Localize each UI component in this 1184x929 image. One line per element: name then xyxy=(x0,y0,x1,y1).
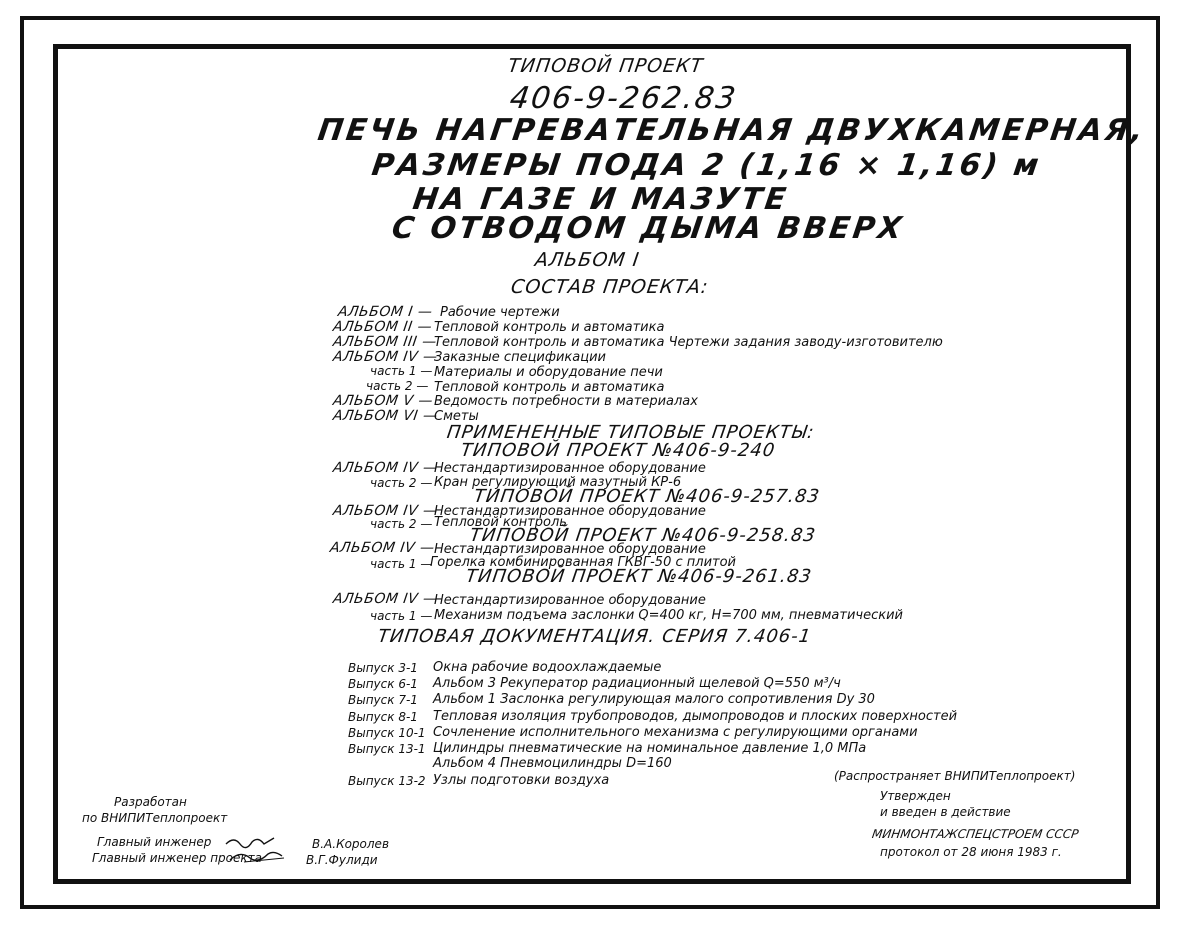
series-issue-text: Окна рабочие водоохлаждаемые xyxy=(433,660,662,675)
composition-heading: СОСТАВ ПРОЕКТА: xyxy=(509,276,710,298)
applied-project-2-title: ТИПОВОЙ ПРОЕКТ №406-9-257.83 xyxy=(472,486,822,507)
composition-label: АЛЬБОМ V — xyxy=(331,393,435,409)
applied-project-3-part-text: Горелка комбинированная ГКВГ-50 с плитой xyxy=(430,555,736,570)
series-issue-label: Выпуск 8-1 xyxy=(348,710,418,724)
series-issue-label: Выпуск 7-1 xyxy=(348,693,418,707)
applied-project-4-part-text: Механизм подъема заслонки Q=400 кг, H=700 мм, пневматический xyxy=(434,608,903,623)
applied-project-1-title: ТИПОВОЙ ПРОЕКТ №406-9-240 xyxy=(459,440,777,461)
applied-project-2-album-label: АЛЬБОМ IV — xyxy=(331,503,439,519)
distributor-note: (Распространяет ВНИПИТеплопроект) xyxy=(834,769,1076,783)
protocol-date: протокол от 28 июня 1983 г. xyxy=(880,845,1062,859)
applied-project-2-part-text: Тепловой контроль xyxy=(434,515,567,530)
composition-text: Рабочие чертежи xyxy=(440,305,560,320)
album-label: АЛЬБОМ I xyxy=(533,249,641,271)
project-number: 406-9-262.83 xyxy=(507,81,740,116)
signature-scribble xyxy=(222,830,302,870)
project-kind: ТИПОВОЙ ПРОЕКТ xyxy=(506,55,705,77)
series-issue-text: Сочленение исполнительного механизма с регулирующими органами xyxy=(433,725,918,740)
applied-project-4-title: ТИПОВОЙ ПРОЕКТ №406-9-261.83 xyxy=(464,566,814,587)
composition-text: Материалы и оборудование печи xyxy=(434,365,663,380)
title-line-1: ПЕЧЬ НАГРЕВАТЕЛЬНАЯ ДВУХКАМЕРНАЯ, xyxy=(315,113,1149,148)
composition-label: АЛЬБОМ VI — xyxy=(331,408,439,424)
composition-text: Сметы xyxy=(434,409,479,424)
series-issue-text: Узлы подготовки воздуха xyxy=(433,773,610,788)
composition-label: АЛЬБОМ IV — xyxy=(331,349,439,365)
chief-project-engineer-label: Главный инженер проекта xyxy=(92,851,262,865)
series-issue-text: Альбом 1 Заслонка регулирующая малого сопротивления Dу 30 xyxy=(433,692,875,707)
series-issue-text: Альбом 3 Рекуператор радиационный щелевой Q=550 м³/ч xyxy=(433,676,841,691)
composition-text: Тепловой контроль и автоматика Чертежи задания заводу-изготовителю xyxy=(434,335,943,350)
title-line-4: С ОТВОДОМ ДЫМА ВВЕРХ xyxy=(389,211,907,246)
applied-project-1-album-label: АЛЬБОМ IV — xyxy=(331,460,439,476)
composition-text: Ведомость потребности в материалах xyxy=(434,394,698,409)
series-issue-text: Тепловая изоляция трубопроводов, дымопроводов и плоских поверхностей xyxy=(433,709,958,724)
composition-label: АЛЬБОМ III — xyxy=(331,334,438,350)
applied-project-4-album-label: АЛЬБОМ IV — xyxy=(331,591,439,607)
series-heading: ТИПОВАЯ ДОКУМЕНТАЦИЯ. СЕРИЯ 7.406-1 xyxy=(376,626,813,647)
series-issue-label: Выпуск 6-1 xyxy=(348,677,418,691)
applied-heading: ПРИМЕНЕННЫЕ ТИПОВЫЕ ПРОЕКТЫ: xyxy=(445,422,816,443)
ministry-name: МИНМОНТАЖСПЕЦСТРОЕМ СССР xyxy=(871,827,1080,841)
series-issue-label: Выпуск 3-1 xyxy=(348,661,418,675)
title-line-3: НА ГАЗЕ И МАЗУТЕ xyxy=(410,182,791,217)
signatory-name-1: В.А.Королев xyxy=(312,837,390,851)
developed-by-org: по ВНИПИТеплопроект xyxy=(82,811,228,825)
applied-project-4-album-text: Нестандартизированное оборудование xyxy=(434,593,706,608)
series-issue-label: Выпуск 10-1 xyxy=(348,726,426,740)
applied-project-3-album-label: АЛЬБОМ IV — xyxy=(328,540,436,556)
title-line-2: РАЗМЕРЫ ПОДА 2 (1,16 × 1,16) м xyxy=(369,148,1044,183)
approved-effective: и введен в действие xyxy=(880,805,1011,819)
composition-label: часть 2 — xyxy=(366,379,429,393)
series-issue-text: Альбом 4 Пневмоцилиндры D=160 xyxy=(433,756,672,771)
applied-project-3-title: ТИПОВОЙ ПРОЕКТ №406-9-258.83 xyxy=(468,525,818,546)
applied-project-2-part-label: часть 2 — xyxy=(370,517,433,531)
applied-project-1-part-label: часть 2 — xyxy=(370,476,433,490)
developed-by-label: Разработан xyxy=(114,795,187,809)
composition-text: Тепловой контроль и автоматика xyxy=(434,380,665,395)
series-issue-label: Выпуск 13-2 xyxy=(348,774,426,788)
series-issue-label: Выпуск 13-1 xyxy=(348,742,426,756)
composition-text: Заказные спецификации xyxy=(434,350,606,365)
applied-project-3-album-text: Нестандартизированное оборудование xyxy=(434,542,706,557)
applied-project-1-album-text: Нестандартизированное оборудование xyxy=(434,461,706,476)
approved-label: Утвержден xyxy=(880,789,951,803)
chief-engineer-label: Главный инженер xyxy=(97,835,212,849)
composition-label: АЛЬБОМ II — xyxy=(331,319,434,335)
composition-label: АЛЬБОМ I — xyxy=(336,304,434,320)
composition-label: часть 1 — xyxy=(370,364,433,378)
applied-project-3-part-label: часть 1 — xyxy=(370,557,433,571)
applied-project-2-album-text: Нестандартизированное оборудование xyxy=(434,504,706,519)
composition-text: Тепловой контроль и автоматика xyxy=(434,320,665,335)
series-issue-text: Цилиндры пневматические на номинальное давление 1,0 МПа xyxy=(433,741,867,756)
applied-project-4-part-label: часть 1 — xyxy=(370,609,433,623)
signatory-name-2: В.Г.Фулиди xyxy=(306,853,378,867)
applied-project-1-part-text: Кран регулирующий мазутный КР-6 xyxy=(434,475,682,490)
